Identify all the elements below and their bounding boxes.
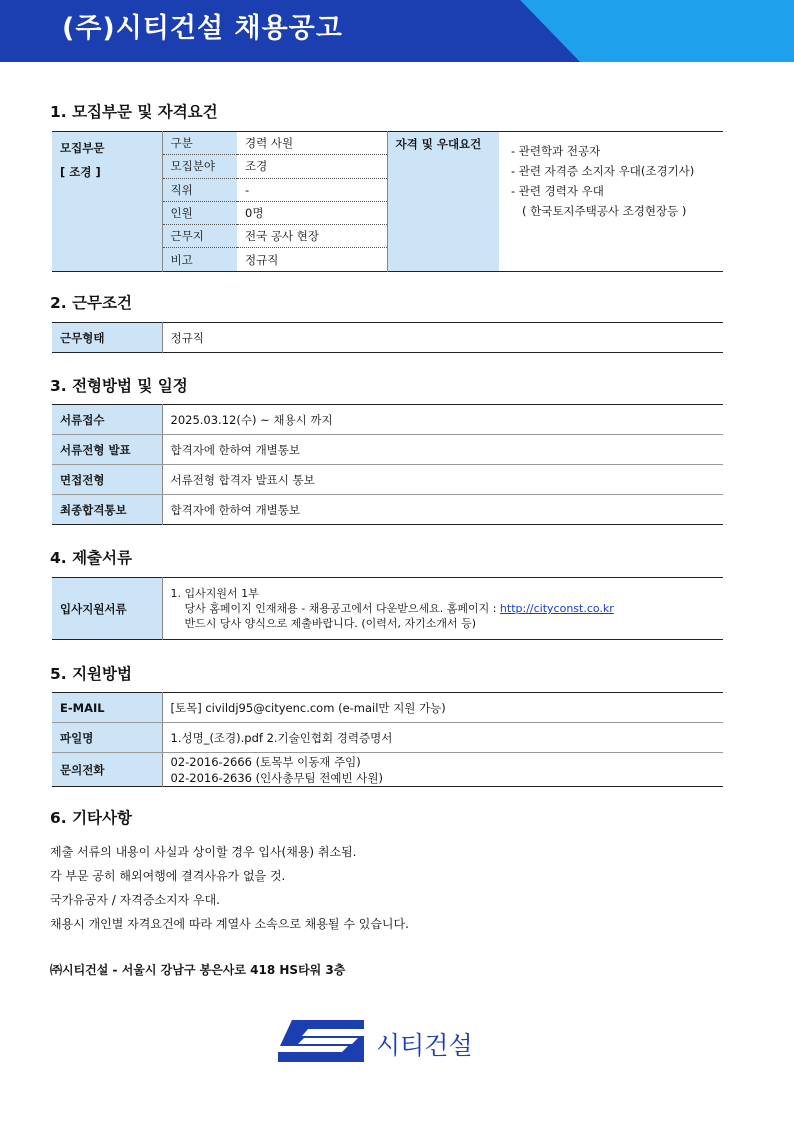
qualification-item: - 관련학과 전공자 [511, 144, 601, 158]
recruit-key: 비고 [162, 248, 237, 271]
note-item: 각 부문 공히 해외여행에 결격사유가 없을 것. [50, 869, 286, 883]
logo-text: 시티건설 [376, 1031, 473, 1060]
apply-table [52, 692, 723, 787]
email-value[interactable]: [토목] civildj95@cityenc.com (e-mail만 지원 가능) [162, 693, 723, 723]
recruit-key: 인원 [162, 201, 237, 224]
documents-line: 1. 입사지원서 1부 [170, 587, 259, 600]
documents-line: 반드시 당사 양식으로 제출바랍니다. (이력서, 자기소개서 등) [184, 617, 477, 630]
process-step-value: 합격자에 한하여 개별통보 [162, 435, 723, 465]
qualification-item: ( 한국토지주택공사 조경현장등 ) [511, 204, 687, 218]
documents-line: 당사 홈페이지 인재채용 - 채용공고에서 다운받으세요. 홈페이지 : http://cityconst.co.kr [184, 602, 614, 615]
recruit-value: - [237, 178, 387, 201]
process-step-value: 2025.03.12(수) ~ 채용시 까지 [162, 405, 723, 435]
page-title: (주)시티건설 채용공고 [62, 13, 343, 44]
recruit-key: 근무지 [162, 225, 237, 248]
company-address: ㈜시티건설 - 서울시 강남구 봉은사로 418 HS타워 3층 [50, 963, 346, 977]
qualification-item: - 관련 경력자 우대 [511, 184, 604, 198]
qualification-list [499, 132, 723, 272]
documents-table [52, 577, 723, 640]
section-title-process: 3. 전형방법 및 일정 [50, 377, 188, 395]
recruit-value: 전국 공사 현장 [237, 225, 387, 248]
process-step-label: 면접전형 [52, 465, 162, 495]
recruit-key: 모집분야 [162, 155, 237, 178]
process-step-label: 최종합격통보 [52, 495, 162, 525]
homepage-link[interactable]: http://cityconst.co.kr [499, 602, 614, 615]
section-title-recruit: 1. 모집부문 및 자격요건 [50, 103, 218, 121]
phone-number: 02-2016-2666 (토목부 이동재 주임) [170, 754, 361, 769]
recruit-key: 직위 [162, 178, 237, 201]
header-banner [0, 0, 794, 62]
recruit-table [52, 131, 723, 272]
note-item: 국가유공자 / 자격증소지자 우대. [50, 893, 220, 907]
section-title-etc: 6. 기타사항 [50, 809, 132, 827]
process-step-value: 서류전형 합격자 발표시 통보 [162, 465, 723, 495]
qualification-label: 자격 및 우대요건 [387, 132, 499, 272]
filename-value: 1.성명_(조경).pdf 2.기술인협회 경력증명서 [162, 723, 723, 753]
phone-values [162, 753, 723, 787]
email-label: E-MAIL [52, 693, 162, 723]
process-step-value: 합격자에 한하여 개별통보 [170, 502, 301, 517]
qualification-item: - 관련 자격증 소지자 우대(조경기사) [511, 164, 695, 178]
company-logo [278, 1020, 488, 1064]
process-step-label: 서류접수 [52, 405, 162, 435]
section-title-apply: 5. 지원방법 [50, 665, 132, 683]
recruit-key: 구분 [162, 132, 237, 155]
logo-mark-icon [278, 1020, 368, 1062]
documents-detail [162, 578, 723, 640]
recruit-label: 모집부문 [ 조경 ] [52, 132, 162, 272]
documents-label: 입사지원서류 [52, 578, 162, 640]
recruit-value: 정규직 [245, 252, 279, 267]
note-item: 채용시 개인별 자격요건에 따라 계열사 소속으로 채용될 수 있습니다. [50, 917, 409, 931]
recruit-value: 조경 [237, 155, 387, 178]
section-title-work: 2. 근무조건 [50, 294, 132, 312]
filename-label: 파일명 [52, 723, 162, 753]
note-item: 제출 서류의 내용이 사실과 상이할 경우 입사(채용) 취소됨. [50, 845, 357, 859]
phone-number: 02-2016-2636 (인사총무팀 전예빈 사원) [170, 770, 383, 785]
work-table [52, 322, 723, 353]
process-step-label: 서류전형 발표 [52, 435, 162, 465]
recruit-value: 경력 사원 [237, 132, 387, 155]
notes-list [50, 840, 409, 936]
work-type-value: 정규직 [170, 330, 204, 345]
process-table [52, 404, 723, 525]
section-title-documents: 4. 제출서류 [50, 549, 132, 567]
phone-label: 문의전화 [52, 753, 162, 787]
recruit-value: 0명 [237, 201, 387, 224]
work-type-label: 근무형태 [52, 323, 162, 353]
